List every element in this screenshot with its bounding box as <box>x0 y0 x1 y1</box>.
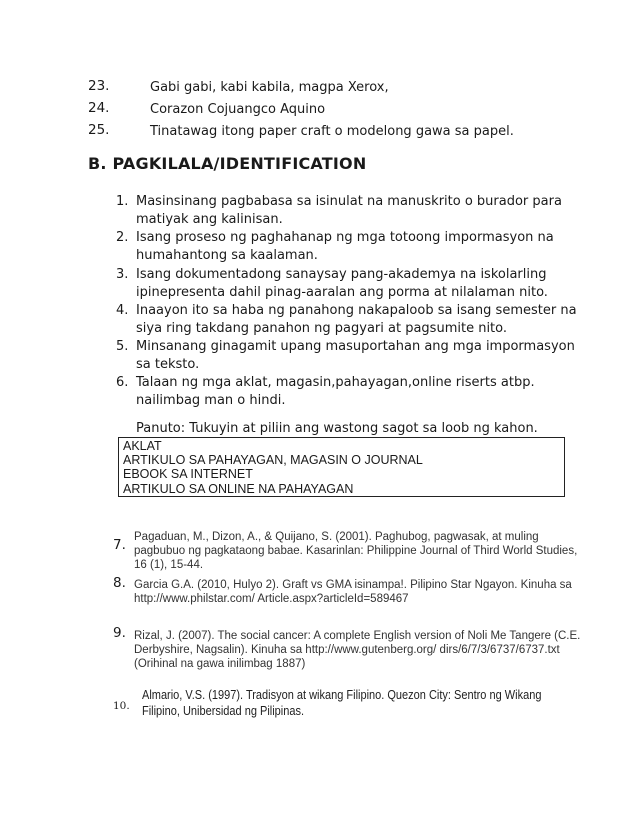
list-item-line: nailimbag man o hindi. <box>136 393 286 408</box>
list-item-number: 3. <box>116 267 129 282</box>
list-item-line: Inaayon ito sa haba ng panahong nakapaloob sa isang semester na <box>136 303 577 318</box>
reference-line: 16 (1), 15-44. <box>134 559 204 571</box>
list-item-number: 1. <box>116 194 129 209</box>
list-item-line: Talaan ng mga aklat, magasin,pahayagan,online riserts atbp. <box>136 375 535 390</box>
item-text: Corazon Cojuangco Aquino <box>150 102 326 117</box>
item-text: Tinatawag itong paper craft o modelong gawa sa papel. <box>150 124 514 139</box>
section-heading: B. PAGKILALA/IDENTIFICATION <box>88 154 367 173</box>
item-text: Gabi gabi, kabi kabila, magpa Xerox, <box>150 80 389 95</box>
reference-number: 9. <box>113 625 126 641</box>
reference-line: http://www.philstar.com/ Article.aspx?articleId=589467 <box>134 593 409 605</box>
answer-option: ARTIKULO SA PAHAYAGAN, MAGASIN O JOURNAL <box>123 453 423 468</box>
list-item-line: Masinsinang pagbabasa sa isinulat na manuskrito o burador para <box>136 194 562 209</box>
list-item-line: matiyak ang kalinisan. <box>136 212 283 227</box>
list-item-line: Isang dokumentadong sanaysay pang-akademya na iskolarling <box>136 267 547 282</box>
list-item-number: 4. <box>116 303 129 318</box>
reference-line: Pagaduan, M., Dizon, A., & Quijano, S. (2001). Paghubog, pagwasak, at muling <box>134 531 539 543</box>
list-item-number: 5. <box>116 339 129 354</box>
reference-line: Rizal, J. (2007). The social cancer: A complete English version of Noli Me Tangere (C.E. <box>134 630 581 642</box>
list-item-line: ipinepresenta dahil pinag-aaralan ang porma at nilalaman nito. <box>136 285 548 300</box>
answer-option: AKLAT <box>123 439 162 453</box>
list-item-line: Minsanang ginagamit upang masuportahan ang mga impormasyon <box>136 339 575 354</box>
reference-line: Filipino, Unibersidad ng Pilipinas. <box>142 704 305 718</box>
list-item-line: humahantong sa kaalaman. <box>136 248 318 263</box>
reference-line: pagbubuo ng pagkataong babae. Kasarinlan: Philippine Journal of Third World Studies, <box>134 545 578 557</box>
reference-number: 8. <box>113 575 126 591</box>
item-number: 25. <box>88 122 110 138</box>
instructions-text: Panuto: Tukuyin at piliin ang wastong sagot sa loob ng kahon. <box>136 421 538 436</box>
reference-number: 10. <box>113 700 130 712</box>
reference-text <box>134 629 580 671</box>
answer-option: EBOOK SA INTERNET <box>123 467 253 482</box>
reference-text <box>134 530 577 572</box>
list-item-line: sa teksto. <box>136 357 200 372</box>
answer-box <box>118 437 565 497</box>
list-item-line: Isang proseso ng paghahanap ng mga totoong impormasyon na <box>136 230 554 245</box>
reference-number: 7. <box>113 537 126 553</box>
list-item-number: 6. <box>116 375 129 390</box>
list-item-number: 2. <box>116 230 129 245</box>
answer-option: ARTIKULO SA ONLINE NA PAHAYAGAN <box>123 481 354 496</box>
reference-line: Garcia G.A. (2010, Hulyo 2). Graft vs GMA isinampa!. Pilipino Star Ngayon. Kinuha sa <box>134 579 572 591</box>
reference-text <box>134 578 572 606</box>
item-number: 24. <box>88 100 110 116</box>
reference-line: Almario, V.S. (1997). Tradisyon at wikang Filipino. Quezon City: Sentro ng Wikang <box>142 688 542 702</box>
reference-text <box>142 687 541 719</box>
reference-line: (Orihinal na gawa inilimbag 1887) <box>134 658 306 670</box>
list-item-line: siya ring takdang panahon ng pagyari at pagsumite nito. <box>136 321 508 336</box>
item-number: 23. <box>88 78 110 94</box>
reference-line: Derbyshire, Nagsalin). Kinuha sa http://www.gutenberg.org/ dirs/6/7/3/6737/6737.txt <box>134 644 560 656</box>
